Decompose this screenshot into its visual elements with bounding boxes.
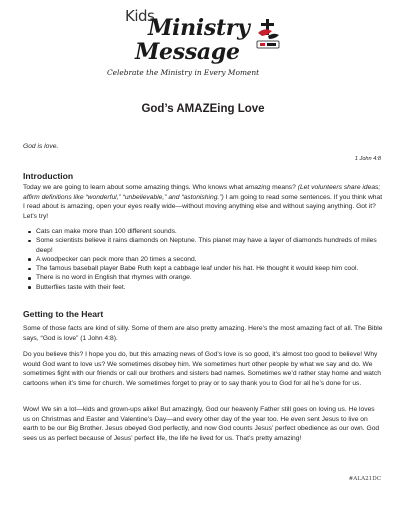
bullet5-text: There is no word in English that rhymes with (36, 274, 170, 282)
bullet5-period: . (189, 274, 192, 282)
intro-leader-note: (Let volunteers share ideas; affirm definitions like “wonderful,” “unbelievable,” and “astonishing.”) (23, 184, 381, 201)
introduction-heading: Introduction (23, 171, 74, 181)
logo-ministry-text: Ministry (148, 15, 250, 41)
list-item: Cats can make more than 100 different sounds. (27, 227, 383, 236)
list-item (27, 273, 383, 282)
heart-paragraph-2: Do you believe this? I hope you do, but this amazing news of God’s love is so good, it’s almost too good to believe! Why would God want to love us? We sometimes disobey him. We sometimes hurt other people by what we say and do. We sometimes fight with our friends or call our brothers and sisters bad names. Sometimes we’d rather stay home and watch cartoons when it’s time for church. We sometimes forget to pray or to say thank you to God for all he’s done for us. (23, 351, 381, 387)
heart-heading: Getting to the Heart (23, 309, 104, 319)
intro-text-1: Today we are going to learn about some amazing things. Who knows what (23, 184, 245, 191)
heart-paragraph-3: Wow! We sin a lot—kids and grown-ups alike! But amazingly, God our heavenly Father still goes on loving us. He loves us on Christmas and Easter and Valentine’s Day—and every other day of the year too. He even sent Jesus to live on earth to be our Big Brother. Jesus obeyed God perfectly, and now God counts Jesus’ perfect obedience as our own. God sees us as perfect because of Jesus’ perfect life, the life he lived for us. That’s pretty amazing! (23, 406, 380, 442)
logo-kids-text: Kids (125, 7, 155, 25)
logo-tagline: Celebrate the Ministry in Every Moment (107, 68, 260, 77)
cta-cross-dove-icon (254, 17, 282, 51)
intro-em-amazing: amazing (244, 184, 271, 191)
list-item: A woodpecker can peck more than 20 times a second. (27, 255, 383, 264)
kids-ministry-message-logo (86, 5, 316, 83)
key-verse: God is love. (23, 143, 59, 150)
logo-message-text: Message (135, 39, 240, 65)
intro-text-2: means? (270, 184, 298, 191)
list-item: Some scientists believe it rains diamonds on Neptune. This planet may have a layer of diamonds hundreds of miles deep! (27, 236, 383, 255)
document-title: God’s AMAZEing Love (141, 103, 265, 115)
verse-reference: 1 John 4:8 (354, 156, 381, 162)
heart-paragraph-1: Some of those facts are kind of silly. Some of them are also pretty amazing. Here’s the most amazing fact of all. The Bible says, “God is love” (1 John 4:8). (23, 325, 383, 342)
bullet5-em-orange: orange (169, 274, 190, 282)
document-code: #ALA21DC (348, 476, 381, 482)
amazing-facts-list (27, 227, 383, 292)
introduction-paragraph (23, 183, 383, 221)
list-item: Butterflies taste with their feet. (27, 283, 383, 292)
intro-text-3: I am going to read some sentences. If you think what I read about is amazing, open your eyes really wide—without moving anything else and without saying anything. Got it? Let’s try! (23, 193, 383, 220)
list-item: The famous baseball player Babe Ruth kept a cabbage leaf under his hat. He thought it would keep him cool. (27, 264, 383, 273)
